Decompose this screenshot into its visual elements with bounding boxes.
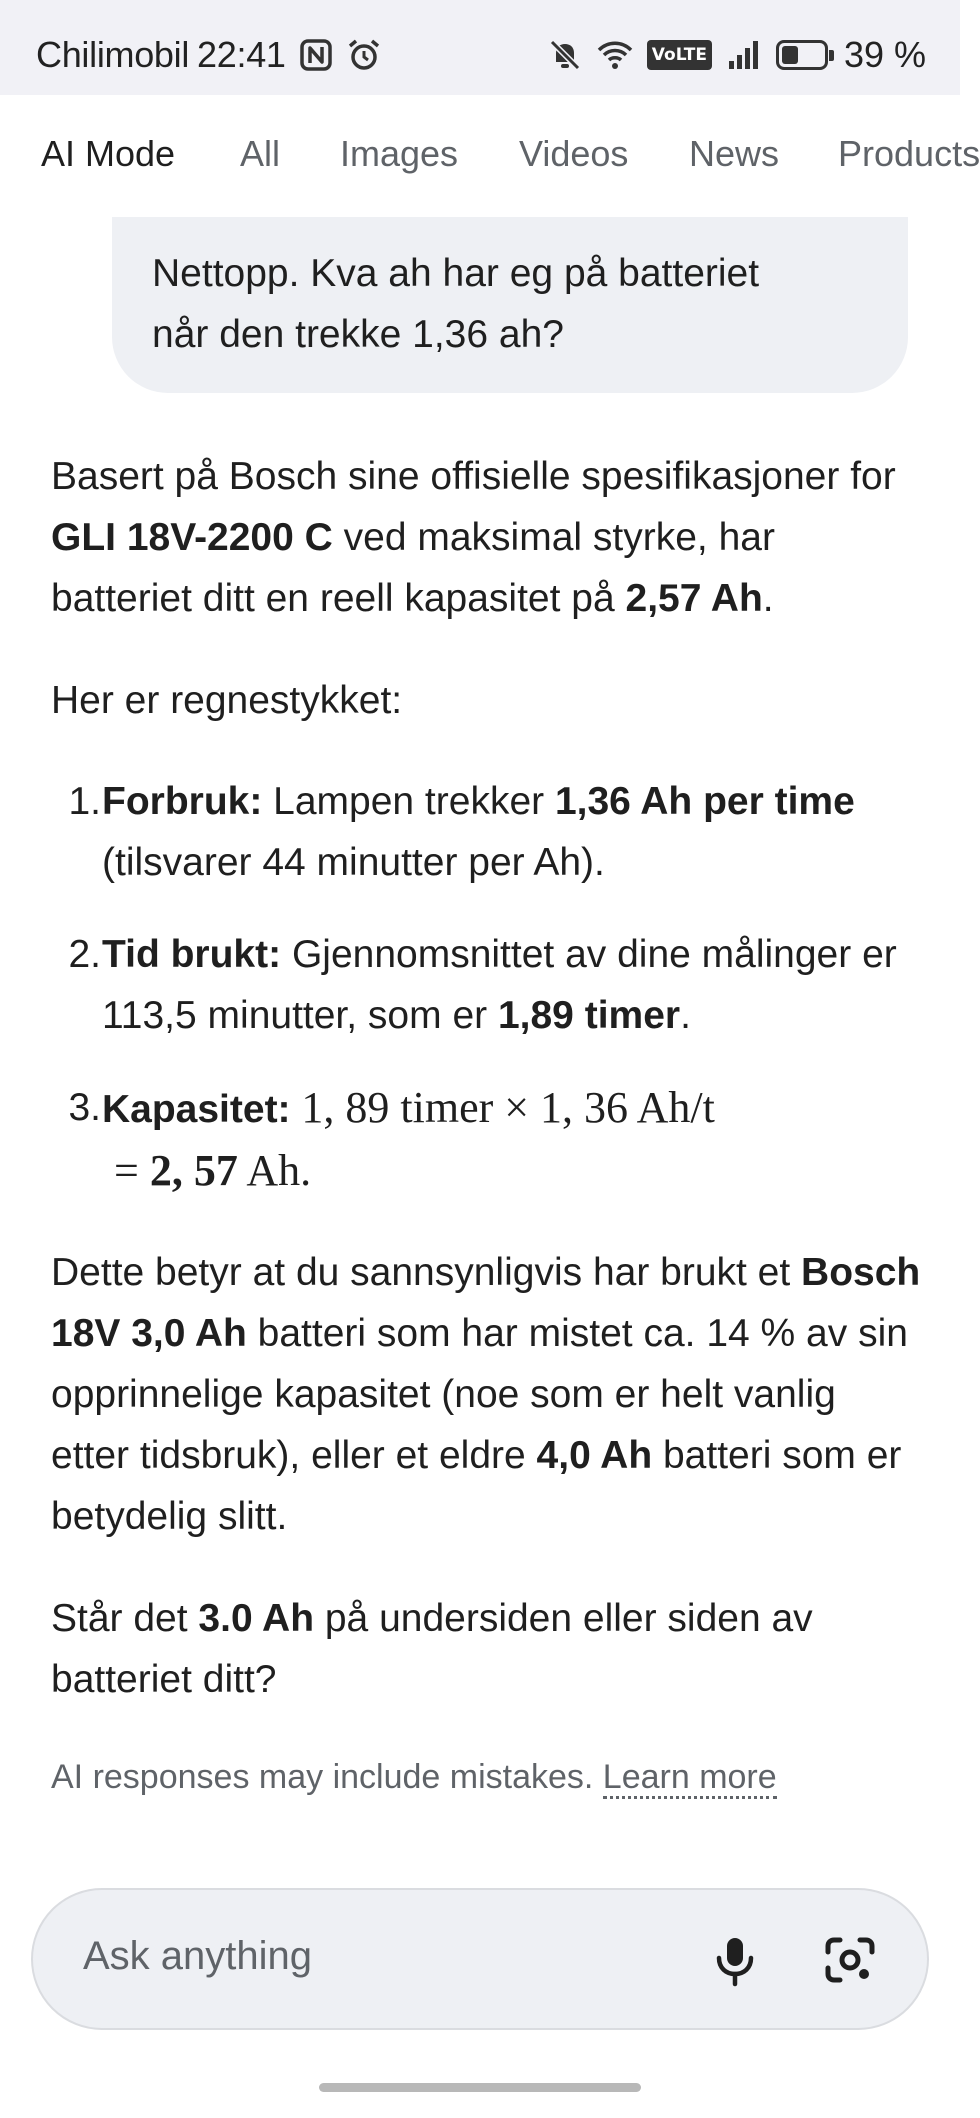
mute-icon	[547, 37, 583, 73]
answer-text: Står det	[51, 1597, 199, 1640]
answer-paragraph-3	[51, 1242, 921, 1547]
search-tabs	[0, 95, 980, 215]
answer-text: på undersiden eller siden av batteriet ditt?	[51, 1597, 813, 1701]
list-number: 3.	[68, 1086, 101, 1129]
tab-all[interactable]: All	[240, 133, 281, 174]
tab-ai-mode[interactable]: AI Mode	[41, 133, 176, 174]
answer-paragraph-4	[51, 1588, 921, 1710]
microphone-icon[interactable]	[705, 1930, 765, 1990]
ask-input-bar[interactable]	[31, 1888, 929, 2030]
list-item-text: Lampen trekker	[262, 780, 555, 823]
math-equals: =	[114, 1146, 150, 1195]
user-message-line-1: Nettopp. Kva ah har eg på batteriet	[152, 252, 760, 295]
status-bar-right	[533, 34, 926, 76]
alarm-icon	[346, 37, 382, 73]
list-item-body	[102, 771, 922, 893]
user-message-bubble	[112, 217, 908, 393]
answer-paragraph-1	[51, 446, 921, 629]
list-number: 2.	[68, 933, 101, 976]
answer-text: .	[762, 577, 774, 620]
answer-bold: 4,0 Ah	[536, 1434, 653, 1477]
math-unit: Ah.	[237, 1146, 312, 1195]
tab-products[interactable]: Products	[838, 133, 980, 174]
wifi-icon	[597, 37, 633, 73]
battery-fill	[782, 46, 798, 64]
answer-bold: 3.0 Ah	[198, 1597, 315, 1640]
tab-images[interactable]: Images	[340, 133, 459, 174]
carrier-name: Chilimobil	[36, 34, 190, 75]
answer-text: ved maksimal styrke, har batteriet ditt en reell kapasitet på	[51, 516, 775, 620]
answer-bold: GLI 18V-2200 C	[51, 516, 333, 559]
answer-bold: 2,57 Ah	[625, 577, 763, 620]
answer-text: batteri som er betydelig slitt.	[51, 1434, 902, 1538]
list-item-text: .	[680, 994, 691, 1037]
math-bold: 2, 57	[149, 1146, 238, 1195]
list-item-title: Kapasitet:	[102, 1088, 291, 1131]
answer-text: Basert på Bosch sine offisielle spesifikasjoner for	[51, 455, 896, 498]
status-bar	[0, 0, 960, 95]
home-indicator[interactable]	[319, 2083, 641, 2092]
answer-paragraph-2: Her er regnestykket:	[51, 679, 403, 722]
status-bar-left	[36, 34, 382, 76]
list-item-text: Gjennomsnittet av dine målinger er 113,5 minutter, som er	[102, 933, 897, 1037]
camera-lens-icon[interactable]	[820, 1930, 880, 1990]
list-item-body	[102, 1077, 922, 1203]
list-item-bold: 1,89 timer	[497, 994, 681, 1037]
clock: 22:41	[197, 34, 286, 75]
list-number: 1.	[68, 780, 101, 823]
ai-disclaimer	[51, 1758, 777, 1797]
math-formula: 1, 89 timer × 1, 36 Ah/t	[301, 1083, 715, 1132]
learn-more-link[interactable]: Learn more	[603, 1758, 777, 1799]
tab-videos[interactable]: Videos	[519, 133, 629, 174]
tab-news[interactable]: News	[689, 133, 780, 174]
list-item-bold: 1,36 Ah per time	[554, 780, 855, 823]
signal-icon	[726, 37, 762, 73]
list-item-body	[102, 924, 922, 1046]
math-result	[102, 1146, 311, 1195]
battery-percent: 39 %	[843, 34, 926, 75]
list-item-text: (tilsvarer 44 minutter per Ah).	[102, 841, 605, 884]
answer-bold: Bosch 18V 3,0 Ah	[51, 1251, 921, 1355]
disclaimer-text: AI responses may include mistakes.	[51, 1758, 603, 1796]
list-item-title: Forbruk:	[102, 780, 263, 823]
battery-icon	[776, 40, 828, 70]
list-item-title: Tid brukt:	[102, 933, 282, 976]
ask-input[interactable]: Ask anything	[83, 1934, 313, 1978]
nfc-icon	[298, 37, 334, 73]
answer-text: Dette betyr at du sannsynligvis har brukt et	[51, 1251, 802, 1294]
volte-icon: VoLTE	[647, 40, 712, 70]
answer-text: batteri som har mistet ca. 14 % av sin opprinnelige kapasitet (noe som er helt vanlig etter tidsbruk), eller et eldre	[51, 1312, 908, 1477]
user-message-line-2: når den trekke 1,36 ah?	[152, 313, 564, 356]
